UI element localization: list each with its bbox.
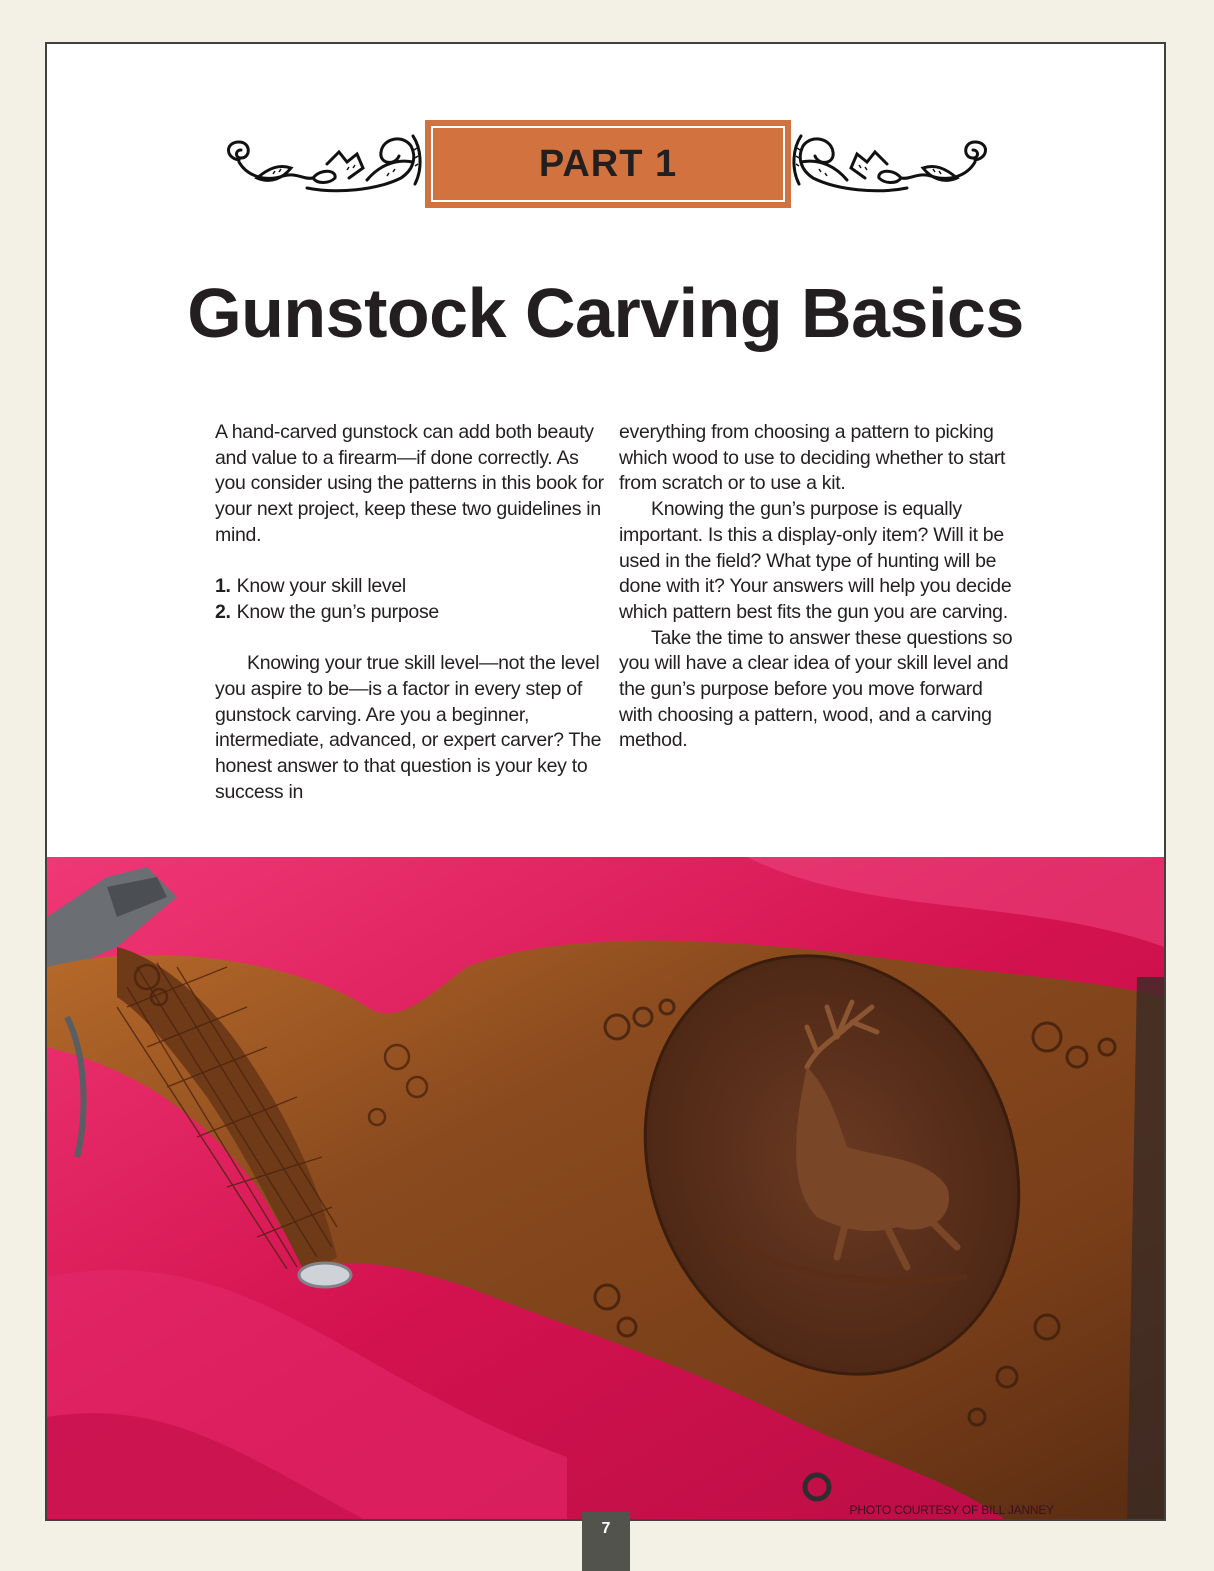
guideline-item xyxy=(215,600,605,626)
scroll-ornament-icon xyxy=(787,128,997,198)
part-label: PART 1 xyxy=(538,142,678,185)
part-header xyxy=(217,120,997,210)
scroll-ornament-icon xyxy=(217,128,427,198)
spacer xyxy=(215,549,605,575)
text-column-left xyxy=(215,420,605,806)
conclusion-paragraph: Take the time to answer these questions so you will have a clear idea of your skill level and the gun’s purpose before you move forward with choosing a pattern, wood, and a carving method. xyxy=(619,626,1013,752)
guidelines-list xyxy=(215,574,605,625)
text-column-right xyxy=(619,420,1019,754)
photo-credit: PHOTO COURTESY OF BILL JANNEY xyxy=(849,1503,1054,1517)
part-label-box xyxy=(425,120,791,208)
book-page xyxy=(45,42,1166,1521)
guideline-number: 1. xyxy=(215,575,231,598)
continuation-paragraph: everything from choosing a pattern to picking which wood to use to deciding whether to start from scratch or to use a kit. xyxy=(619,421,1006,495)
guideline-text: Know your skill level xyxy=(236,575,406,598)
page-title: Gunstock Carving Basics xyxy=(187,274,1024,352)
purpose-paragraph: Knowing the gun’s purpose is equally important. Is this a display-only item? Will it be used in the field? What type of hunting will be done with it? Your answers will help you decide which pattern best fits the gun you are carving. xyxy=(619,498,1012,623)
skill-level-paragraph: Knowing your true skill level—not the level you aspire to be—is a factor in every step of gunstock carving. Are you a beginner, intermediate, advanced, or expert carver? The honest answer to that question is your key to success in xyxy=(215,652,602,803)
gunstock-photo xyxy=(47,857,1164,1521)
guideline-text: Know the gun’s purpose xyxy=(236,600,439,623)
page-number-tab xyxy=(582,1512,630,1571)
guideline-number: 2. xyxy=(215,600,231,623)
gunstock-illustration xyxy=(47,857,1164,1521)
intro-paragraph: A hand-carved gunstock can add both beauty and value to a firearm—if done correctly. As you consider using the patterns in this book for your next project, keep these two guidelines in mind. xyxy=(215,421,604,546)
guideline-item xyxy=(215,574,605,600)
page-number: 7 xyxy=(601,1520,611,1537)
spacer xyxy=(215,626,605,652)
